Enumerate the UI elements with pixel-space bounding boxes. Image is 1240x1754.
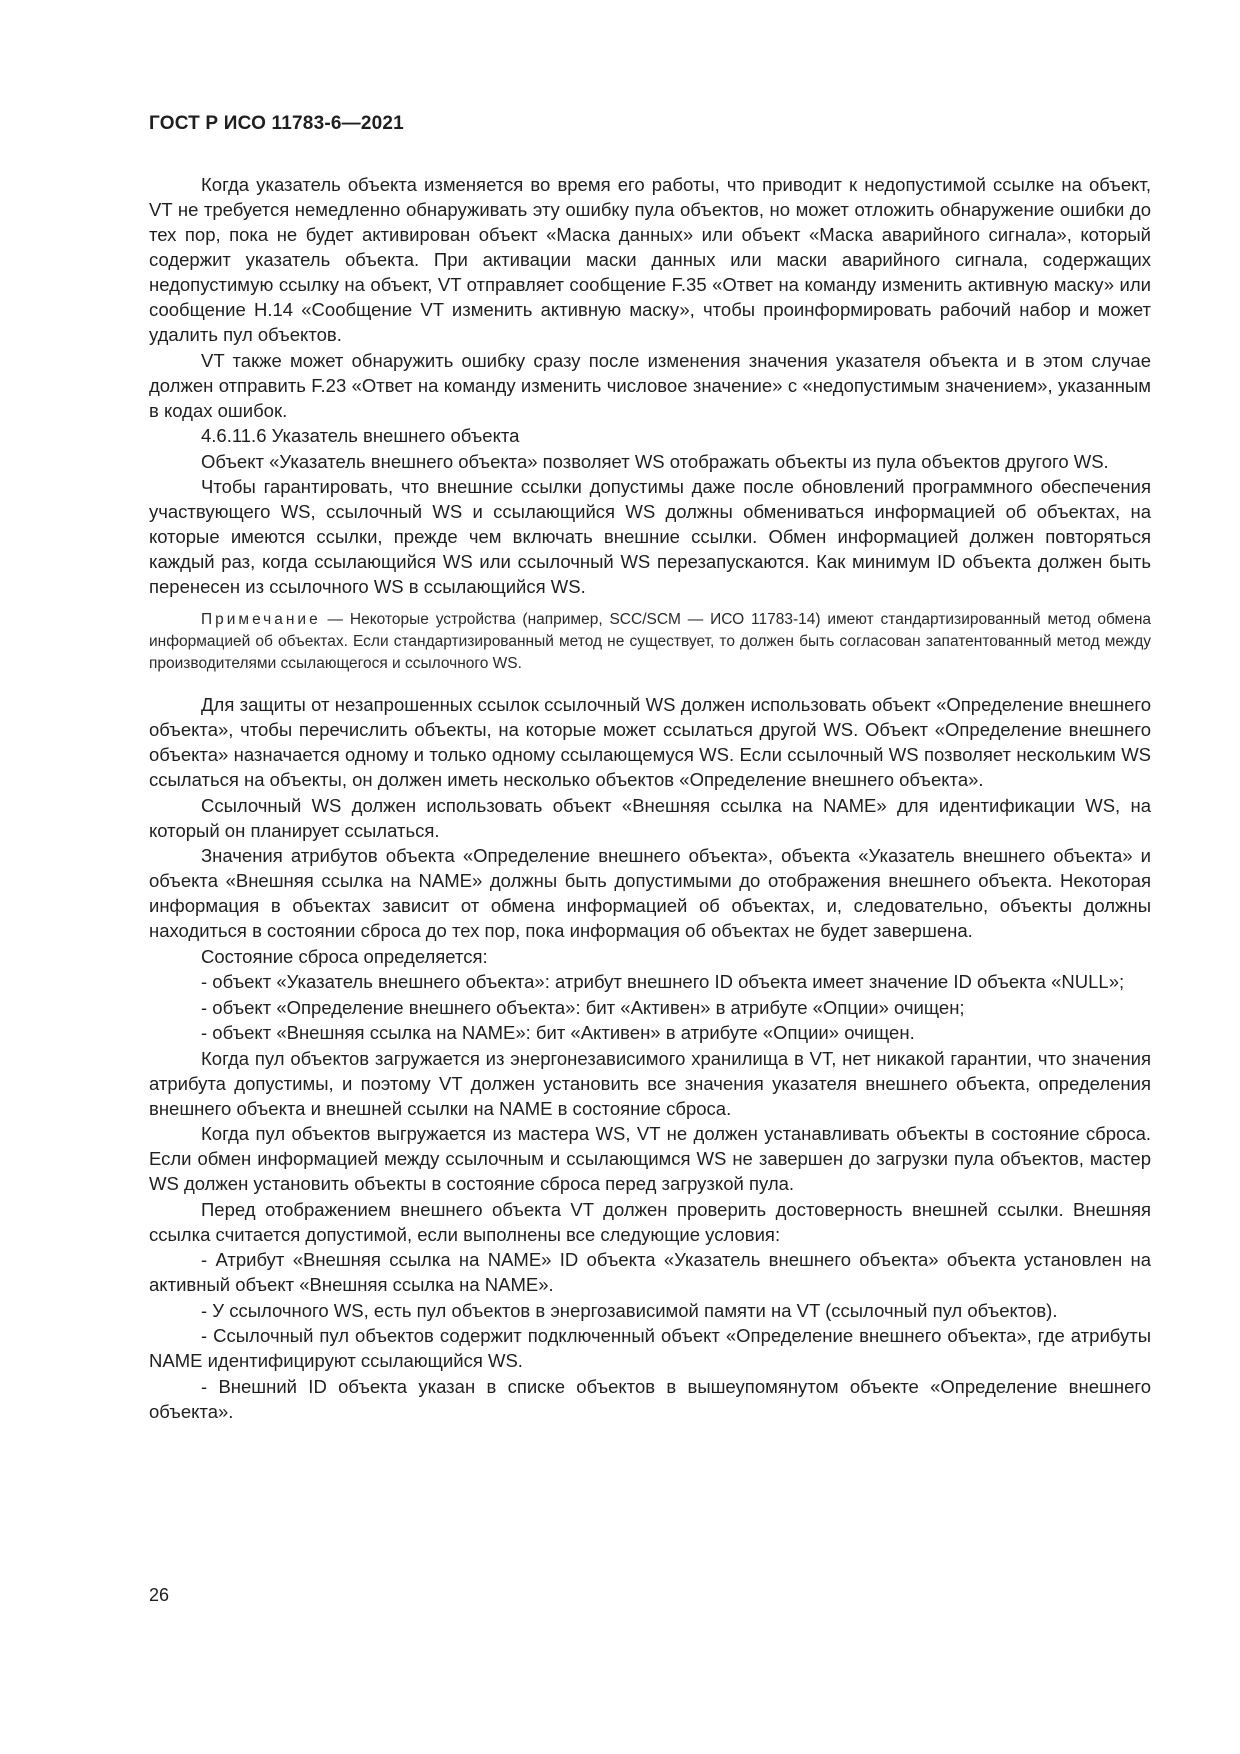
section-heading: 4.6.11.6 Указатель внешнего объекта [201,425,520,446]
document-header-title: ГОСТ Р ИСО 11783-6—2021 [149,113,404,134]
paragraph: Когда указатель объекта изменяется во время его работы, что приводит к недопустимой ссылке на объект, VT не требуется немедленно обнаруживать эту ошибку пула объектов, но может отложить обнаружение ошибки до тех пор, пока не будет активирован объект «Маска данных» или объект «Маска аварийного сигнала», который содержит указатель объекта. При активации маски данных или маски аварийного сигнала, содержащих недопустимую ссылку на объект, VT отправляет сообщение F.35 «Ответ на команду изменить активную маску» или сообщение H.14 «Сообщение VT изменить активную маску», чтобы проинформировать рабочий набор и может удалить пул объектов. [149,174,1151,345]
paragraph: Чтобы гарантировать, что внешние ссылки допустимы даже после обновлений программного обеспечения участвующего WS, ссылочный WS и ссылающийся WS должны обмениваться информацией об объектах, на которые имеются ссылки, прежде чем включать внешние ссылки. Обмен информацией должен повторяться каждый раз, когда ссылающийся WS или ссылочный WS перезапускаются. Как минимум ID объекта должен быть перенесен из ссылочного WS в ссылающийся WS. [149,476,1151,597]
paragraph: Когда пул объектов загружается из энергонезависимого хранилища в VT, нет никакой гарантии, что значения атрибута допустимы, и поэтому VT должен установить все значения указателя внешнего объекта, определения внешнего объекта и внешней ссылки на NAME в состояние сброса. [149,1047,1151,1119]
paragraph: Состояние сброса определяется: [201,945,488,967]
list-item: - Атрибут «Внешняя ссылка на NAME» ID объекта «Указатель внешнего объекта» объекта установлен на активный объект «Внешняя ссылка на NAME». [149,1249,1151,1295]
document-body [149,172,1151,1424]
paragraph: Для защиты от незапрошенных ссылок ссылочный WS должен использовать объект «Определение внешнего объекта», чтобы перечислить объекты, на которые может ссылаться другой WS. Объект «Определение внешнего объекта» назначается одному и только одному ссылающемуся WS. Если ссылочный WS позволяет нескольким WS ссылаться на объекты, он должен иметь несколько объектов «Определение внешнего объекта». [149,694,1151,790]
paragraph: Объект «Указатель внешнего объекта» позволяет WS отображать объекты из пула объектов другого WS. [201,450,1109,472]
list-item: - Внешний ID объекта указан в списке объектов в вышеупомянутом объекте «Определение внешнего объекта». [149,1375,1151,1422]
note-label: Примечание [201,611,321,628]
list-item: - объект «Внешняя ссылка на NAME»: бит «Активен» в атрибуте «Опции» очищен. [201,1022,915,1043]
paragraph: Значения атрибутов объекта «Определение внешнего объекта», объекта «Указатель внешнего объекта» и объекта «Внешняя ссылка на NAME» должны быть допустимыми до отображения внешнего объекта. Некоторая информация в объектах зависит от обмена информацией об объектах, и, следовательно, объекты должны находиться в состоянии сброса до тех пор, пока информация об объектах не будет завершена. [149,845,1151,941]
list-item: - объект «Указатель внешнего объекта»: атрибут внешнего ID объекта имеет значение ID объекта «NULL»; [201,971,1125,992]
paragraph: Ссылочный WS должен использовать объект «Внешняя ссылка на NAME» для идентификации WS, на который он планирует ссылаться. [149,794,1151,841]
list-item: - У ссылочного WS, есть пул объектов в энергозависимой памяти на VT (ссылочный пул объектов). [201,1299,1058,1321]
note [149,609,1151,675]
paragraph: VT также может обнаружить ошибку сразу после изменения значения указателя объекта и в этом случае должен отправить F.23 «Ответ на команду изменить числовое значение» с «недопустимым значением», указанным в кодах ошибок. [149,349,1151,421]
list-item: - объект «Определение внешнего объекта»: бит «Активен» в атрибуте «Опции» очищен; [201,996,965,1018]
page-number: 26 [149,1585,170,1605]
paragraph: Когда пул объектов выгружается из мастера WS, VT не должен устанавливать объекты в состояние сброса. Если обмен информацией между ссылочным и ссылающимся WS не завершен до загрузки пула объектов, мастер WS должен установить объекты в состояние сброса перед загрузкой пула. [149,1123,1151,1194]
list-item: - Ссылочный пул объектов содержит подключенный объект «Определение внешнего объекта», где атрибуты NAME идентифицируют ссылающийся WS. [149,1325,1151,1371]
note-text: — Некоторые устройства (например, SCC/SCM — ИСО 11783-14) имеют стандартизированный метод обмена информацией об объектах. Если стандартизированный метод не существует, то должен быть согласован запатентованный метод между производителями ссылающегося и ссылочного WS. [149,611,1151,672]
paragraph: Перед отображением внешнего объекта VT должен проверить достоверность внешней ссылки. Внешняя ссылка считается допустимой, если выполнены все следующие условия: [149,1198,1151,1245]
